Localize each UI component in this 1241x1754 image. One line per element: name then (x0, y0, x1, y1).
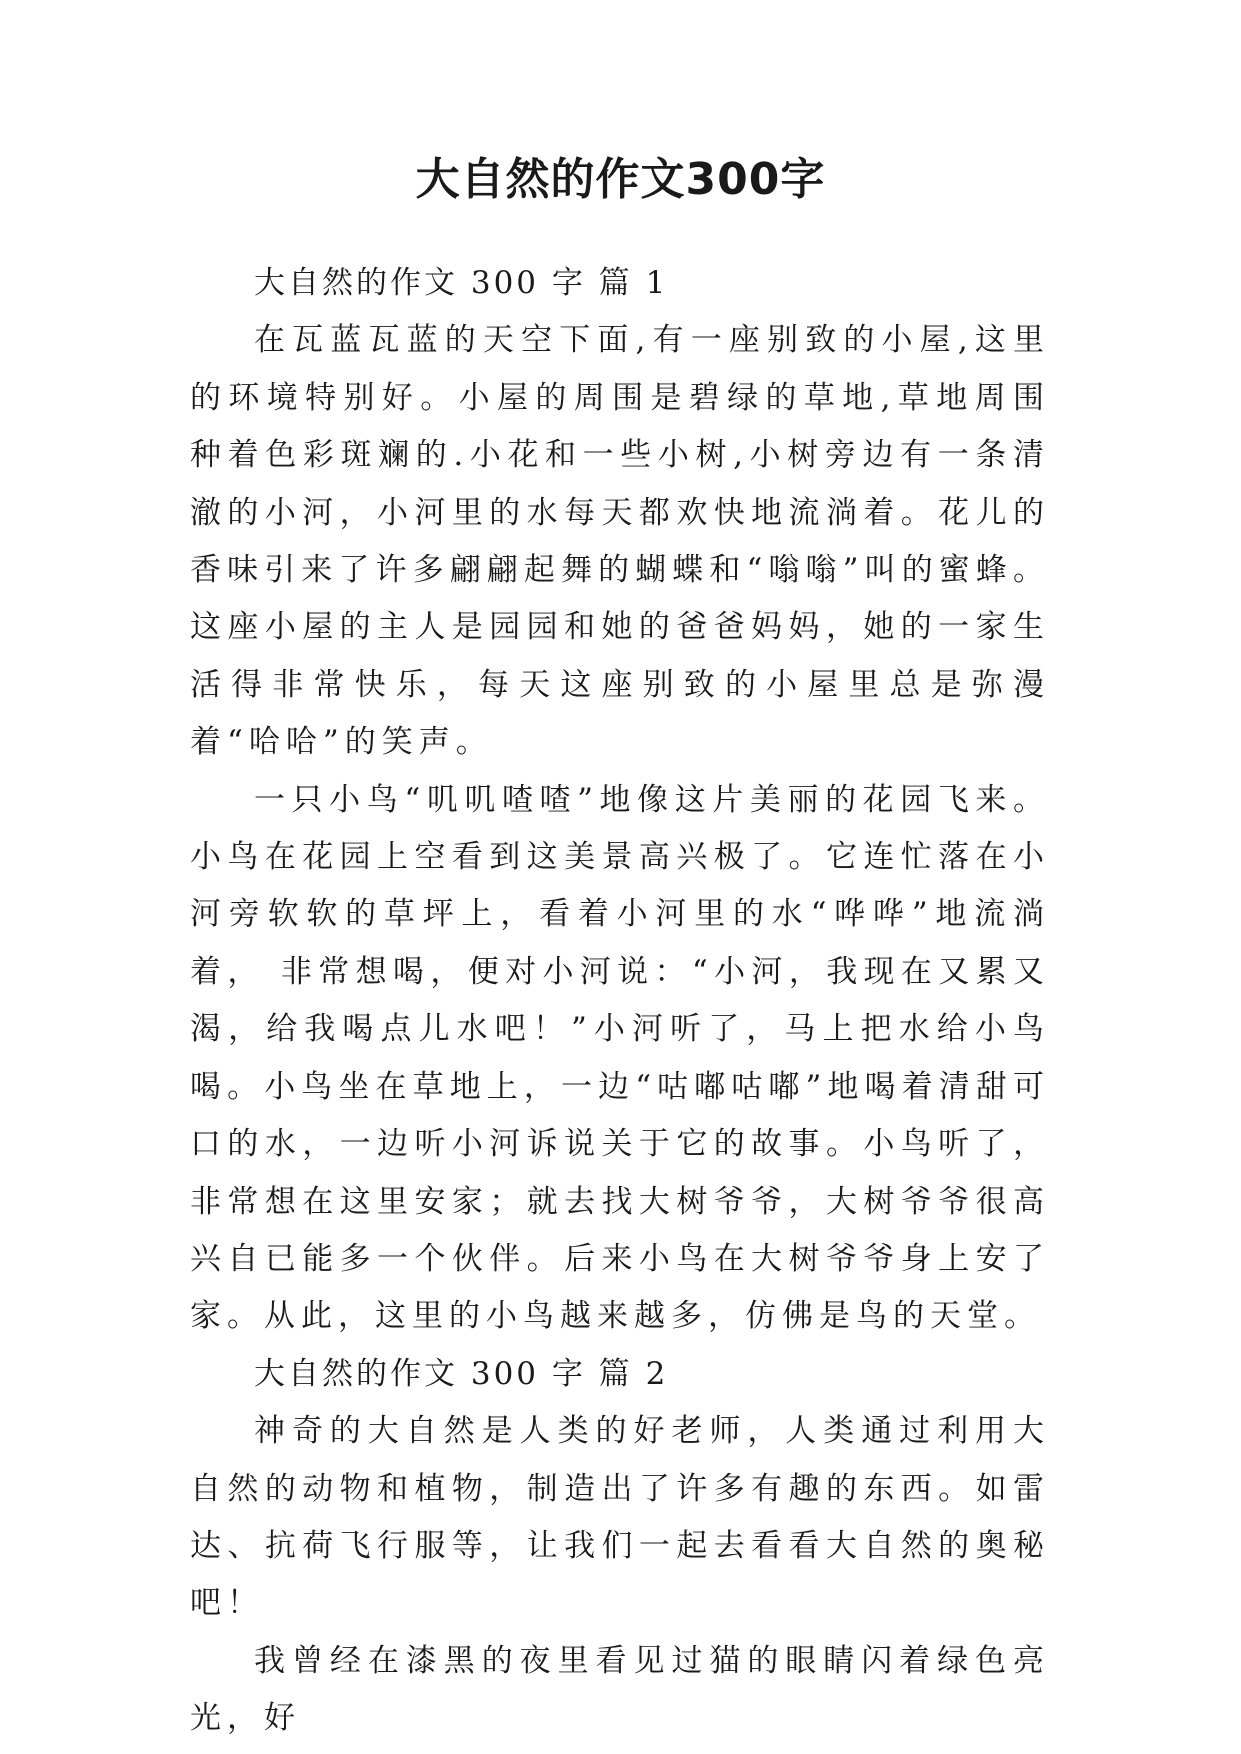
paragraph: 一只小鸟“叽叽喳喳”地像这片美丽的花园飞来。小鸟在花园上空看到这美景高兴极了。它连忙落在小河旁软软的草坪上，看着小河里的水“哗哗”地流淌着， 非常想喝，便对小河说：“小河，我现在又累又渴，给我喝点儿水吧！”小河听了，马上把水给小鸟喝。小鸟坐在草地上，一边“咕嘟咕嘟”地喝着清甜可口的水，一边听小河诉说关于它的故事。小鸟听了，非常想在这里安家；就去找大树爷爷，大树爷爷很高兴自已能多一个伙伴。后来小鸟在大树爷爷身上安了家。从此，这里的小鸟越来越多，仿佛是鸟的天堂。 (190, 781, 1050, 1335)
paragraph: 神奇的大自然是人类的好老师，人类通过利用大自然的动物和植物，制造出了许多有趣的东西。如雷达、抗荷飞行服等，让我们一起去看看大自然的奥秘吧！ (190, 1413, 1050, 1622)
document-title: 大自然的作文300字 (415, 154, 826, 205)
paragraph: 我曾经在漆黑的夜里看见过猫的眼睛闪着绿色亮光，好 (190, 1642, 1050, 1737)
section-heading-2: 大自然的作文 300 字 篇 2 (254, 1355, 669, 1392)
section-heading-1: 大自然的作文 300 字 篇 1 (254, 265, 669, 301)
document-body (190, 255, 1050, 1748)
paragraph: 在瓦蓝瓦蓝的天空下面,有一座别致的小屋,这里的环境特别好。小屋的周围是碧绿的草地,草地周围种着色彩斑斓的.小花和一些小树,小树旁边有一条清澈的小河，小河里的水每天都欢快地流淌着。花儿的香味引来了许多翩翩起舞的蝴蝶和“嗡嗡”叫的蜜蜂。这座小屋的主人是园园和她的爸爸妈妈，她的一家生活得非常快乐，每天这座别致的小屋里总是弥漫着“哈哈”的笑声。 (190, 322, 1050, 761)
